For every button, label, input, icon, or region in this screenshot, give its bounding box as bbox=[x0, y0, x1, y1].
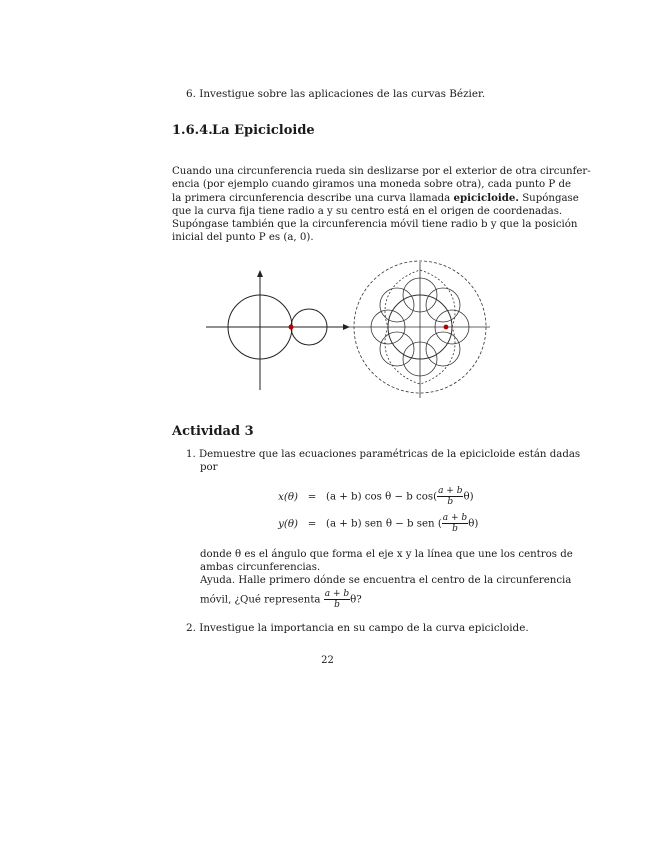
section-number: 1.6.4. bbox=[172, 123, 213, 138]
intro-line-4: que la curva fija tiene radio a y su centro está en el origen de coordenadas. bbox=[172, 205, 563, 217]
after-eq-line-2: ambas circunferencias. bbox=[200, 562, 321, 573]
activity-item-1-line-2: por bbox=[200, 462, 218, 473]
eq-x-lhs: x(θ) bbox=[278, 491, 298, 503]
intro-line-5: Supóngase también que la circunferencia móvil tiene radio b y que la posición bbox=[172, 219, 578, 231]
eq-x-rhs: (a + b) cos θ − b cos( bbox=[326, 491, 438, 503]
eq-x-rel: = bbox=[307, 491, 317, 503]
eq-y-lhs: y(θ) bbox=[278, 518, 298, 530]
point-p-left bbox=[289, 325, 293, 329]
activity-item-2: 2. Investigue la importancia en su campo de la curva epicicloide. bbox=[186, 622, 529, 634]
after-eq-line-1: donde θ es el ángulo que forma el eje x y la línea que une los centros de bbox=[200, 549, 573, 560]
eq-y-tail: θ) bbox=[468, 518, 479, 530]
rolling-circles-diagram bbox=[206, 270, 350, 390]
term-epicicloide: epicicloide. bbox=[453, 191, 519, 204]
after-eq-line-4 bbox=[186, 589, 538, 610]
section-title: La Epicicloide bbox=[212, 123, 315, 138]
activity-heading: Actividad 3 bbox=[172, 424, 254, 439]
activity-list bbox=[186, 448, 581, 474]
hint-frac-num: a + b bbox=[324, 589, 350, 599]
y-axis-arrow-left bbox=[257, 270, 263, 277]
eq-y-frac-den: b bbox=[452, 524, 458, 534]
intro-line-3b: Supóngase bbox=[518, 192, 579, 204]
intro-line-2: encia (por ejemplo cuando giramos una moneda sobre otra), cada punto P de bbox=[172, 179, 572, 191]
epicycloid-diagram bbox=[348, 261, 490, 398]
intro-line-1: Cuando una circunferencia rueda sin deslizarse por el exterior de otra circunfer- bbox=[172, 166, 591, 177]
eq-x-frac bbox=[437, 486, 463, 507]
hint-frac-den: b bbox=[334, 600, 340, 610]
equation-y bbox=[250, 513, 478, 534]
intro-line-3 bbox=[172, 191, 579, 205]
activity-item-1-continuation bbox=[186, 548, 573, 610]
eq-y-rel: = bbox=[307, 518, 317, 530]
hint-pre: móvil, ¿Qué representa bbox=[200, 594, 321, 606]
page-number: 22 bbox=[321, 655, 334, 666]
epicycloid-figure bbox=[200, 260, 492, 400]
activity-item-1-line-1: 1. Demuestre que las ecuaciones paramétricas de la epicicloide están dadas bbox=[186, 449, 581, 460]
intro-paragraph bbox=[172, 165, 591, 245]
eq-x-frac-den: b bbox=[447, 497, 454, 507]
intro-line-6: inicial del punto P es (a, 0). bbox=[172, 232, 314, 244]
eq-y-frac bbox=[442, 513, 468, 534]
list-item-6: 6. Investigue sobre las aplicaciones de las curvas Bézier. bbox=[186, 88, 486, 100]
point-p-right bbox=[444, 325, 448, 329]
hint-frac bbox=[324, 589, 350, 610]
eq-y-rhs: (a + b) sen θ − b sen ( bbox=[326, 518, 442, 530]
eq-x-tail: θ) bbox=[463, 491, 474, 503]
after-eq-line-3: Ayuda. Halle primero dónde se encuentra el centro de la circunferencia bbox=[200, 575, 572, 586]
intro-line-3a: la primera circunferencia describe una curva llamada bbox=[172, 192, 451, 204]
eq-x-frac-num: a + b bbox=[438, 486, 463, 496]
section-heading bbox=[172, 123, 315, 138]
equation-x bbox=[250, 486, 474, 507]
eq-y-frac-num: a + b bbox=[442, 513, 468, 523]
hint-post: θ? bbox=[350, 594, 362, 606]
